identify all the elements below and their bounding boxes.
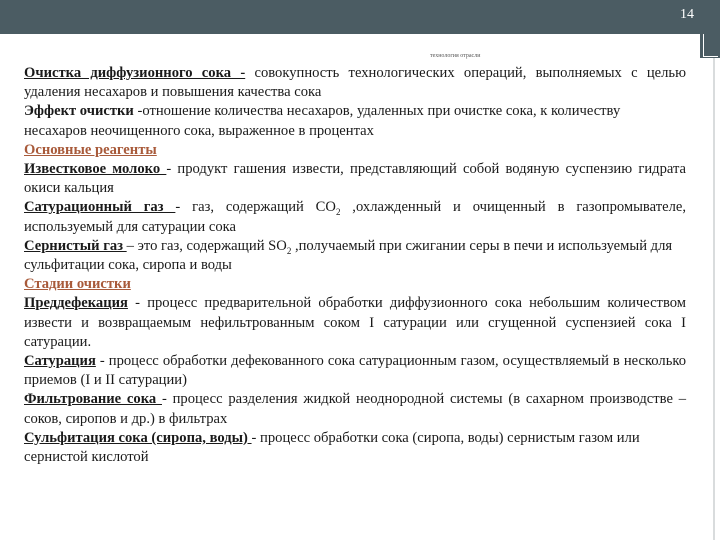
subscript: 2 [286,245,292,256]
term-label: Сатурация [24,353,96,370]
right-edge-rule [713,58,715,540]
definition-text: ,получаемый при сжигании серы в печи и используемый для сульфитации сока, сиропа и воды [24,237,673,274]
definition-text: - процесс обработки сока (сиропа, воды) сернистым газом или сернистой кислотой [24,429,640,466]
term-label: Сульфитация сока (сиропа, воды) [24,429,252,446]
header-corner-frame [703,34,718,57]
definition-text: совокупность технологических операций, выполняемых с целью удаления несахаров и повышения качества сока [24,65,686,101]
definition-predefecation [24,294,686,352]
definition-text: - продукт гашения извести, представляющий собой водяную суспензию гидрата окиси кальция [24,161,686,197]
definition-text: -отношение количества несахаров, удаленных при очистке сока, к количеству несахаров неочищенного сока, выраженное в процентах [24,103,621,139]
definition-text: – это газ, содержащий SO [126,237,287,254]
term-label: Преддефекация [24,295,128,312]
definition-text: - процесс разделения жидкой неоднородной системы (в сахарном производстве – соков, сиропов и др.) в фильтрах [24,391,687,427]
definition-sulfitation [24,429,686,467]
definition-text: - процесс предварительной обработки диффузионного сока небольшим количеством извести и возвращаемым нефильтрованным соком I сатурации или сгущенной суспензией сока I сатурации. [24,295,686,350]
term-label: Сатурационный газ [24,199,176,216]
slide-number: 14 [680,7,694,22]
top-header-band [0,0,700,34]
slide-content [24,64,686,467]
slide-subtitle: технология отрасли [430,53,481,59]
definition-sulfur-gas [24,237,686,275]
section-heading-stages: Стадии очистки [24,276,131,293]
definition-saturation [24,352,686,390]
subscript: 2 [335,207,341,218]
definition-text: - процесс обработки дефекованного сока сатурационным газом, осуществляемый в несколько приемов (I и II сатурации) [24,353,686,389]
definition-filtration [24,390,686,428]
term-label: Известковое молоко [24,161,167,178]
definition-lime-milk [24,160,686,198]
term-label: Фильтрование сока [24,391,162,408]
definition-saturation-gas [24,198,686,236]
term-label: Очистка диффузионного сока - [24,65,246,81]
definition-purification-effect [24,102,686,140]
definition-juice-purification [24,64,686,102]
section-heading-reagents: Основные реагенты [24,141,157,158]
term-label: Эффект очистки [24,103,134,120]
definition-text: - газ, содержащий CO [175,199,336,216]
term-label: Сернистый газ [24,237,127,254]
definition-text: ,охлажденный и очищенный в газопромывателе, используемый для сатурации сока [24,199,686,235]
